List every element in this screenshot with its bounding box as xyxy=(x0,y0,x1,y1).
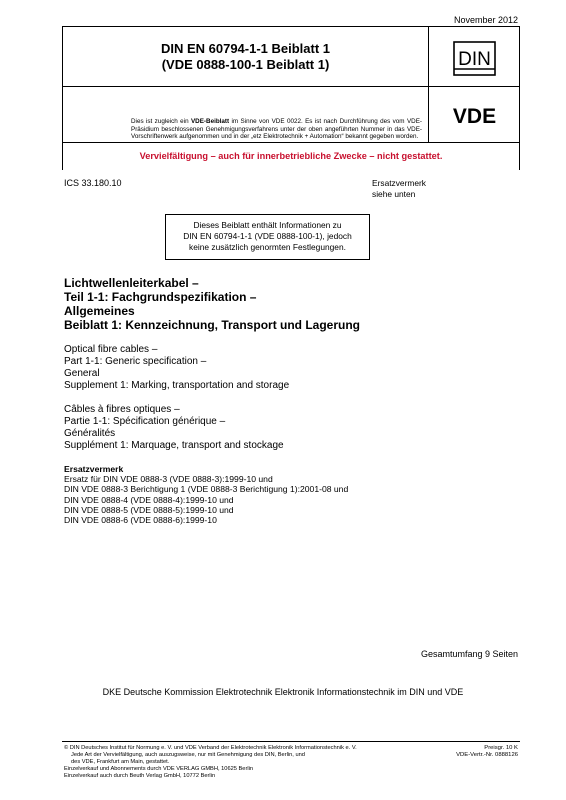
dke-line: DKE Deutsche Kommission Elektrotechnik Elektronik Informationstechnik im DIN und VDE xyxy=(102,687,464,697)
vde-sales-number: VDE-Vertr.-Nr. 0888126 xyxy=(456,752,518,759)
title-german xyxy=(64,276,360,332)
footer-line: Einzelverkauf und Abonnements durch VDE VERLAG GMBH, 10625 Berlin xyxy=(64,766,254,773)
title-german-line: Beiblatt 1: Kennzeichnung, Transport und Lagerung xyxy=(64,318,361,332)
footer-line: © DIN Deutsches Institut für Normung e. V. und VDE Verband der Elektrotechnik Elektronik Informationstechnik e. V. xyxy=(64,745,357,751)
price-group: Preisgr. 10 K xyxy=(484,745,518,751)
vde-note-bold: VDE-Beiblatt xyxy=(190,118,230,125)
copy-warning-band xyxy=(62,142,520,170)
ersatzvermerk-line: Ersatz für DIN VDE 0888-3 (VDE 0888-3):1999-10 und xyxy=(64,474,273,484)
page-count: Gesamtumfang 9 Seiten xyxy=(420,649,518,659)
title-german-line: Lichtwellenleiterkabel – xyxy=(64,276,199,290)
ersatzvermerk-line: DIN VDE 0888-5 (VDE 0888-5):1999-10 und xyxy=(64,504,234,515)
din-logo-cell xyxy=(429,27,520,87)
vde-note-pre: Dies ist zugleich ein xyxy=(131,118,191,125)
ersatzvermerk-line: DIN VDE 0888-3 Berichtigung 1 (VDE 0888-3 Berichtigung 1):2001-08 und xyxy=(64,484,349,495)
copy-warning: Vervielfältigung – auch für innerbetriebliche Zwecke – nicht gestattet. xyxy=(139,151,443,161)
ersatzvermerk-ref-line: Ersatzvermerk xyxy=(372,178,426,188)
info-box-line: keine zusätzlich genormten Festlegungen. xyxy=(189,241,346,252)
title-english-line: General xyxy=(64,368,100,379)
ersatzvermerk-list xyxy=(64,474,348,525)
title-french-line: Généralités xyxy=(64,428,116,439)
vde-note-post: im Sinne von VDE 0022. Es ist nach Durchführung des vom VDE-Präsidium beschlossenen Genehmigungsverfahrens unter der oben angeführten Nummer in das VDE-Vorschriftenwerk aufgenommen und in der „etz Elektrotechnik + Automation“ bekannt gegeben worden. xyxy=(131,118,422,141)
ersatzvermerk-ref xyxy=(372,178,426,199)
ics-code: ICS 33.180.10 xyxy=(64,178,122,188)
ersatzvermerk-ref-line: siehe unten xyxy=(372,188,416,199)
info-box-line: Dieses Beiblatt enthält Informationen zu xyxy=(193,220,342,230)
title-english-line: Optical fibre cables – xyxy=(64,344,158,355)
footer-copyright xyxy=(64,745,357,780)
footer-price xyxy=(456,745,518,759)
footer-line: Einzelverkauf auch durch Beuth Verlag GmbH, 10772 Berlin xyxy=(64,773,216,780)
info-box xyxy=(165,214,370,260)
title-german-line: Allgemeines xyxy=(64,304,135,318)
ersatzvermerk-heading: Ersatzvermerk xyxy=(64,464,124,474)
document-title: DIN EN 60794-1-1 Beiblatt 1 xyxy=(160,41,331,56)
ersatzvermerk-line: DIN VDE 0888-4 (VDE 0888-4):1999-10 und xyxy=(64,494,234,505)
title-french xyxy=(64,404,284,452)
din-logo-text: DIN xyxy=(458,49,491,70)
title-english-line: Supplement 1: Marking, transportation and storage xyxy=(64,380,290,391)
info-box-line: DIN EN 60794-1-1 (VDE 0888-100-1), jedoch xyxy=(183,230,352,241)
footer-line: des VDE, Frankfurt am Main, gestattet. xyxy=(71,759,170,766)
vde-logo xyxy=(429,87,520,143)
title-english-line: Part 1-1: Generic specification – xyxy=(64,356,207,367)
vde-logo-cell xyxy=(429,87,520,143)
title-french-line: Câbles à fibres optiques – xyxy=(64,404,180,415)
document-subtitle: (VDE 0888-100-1 Beiblatt 1) xyxy=(161,57,330,72)
document-title-cell xyxy=(63,27,429,87)
vde-logo-text: VDE xyxy=(452,105,497,128)
title-german-line: Teil 1-1: Fachgrundspezifikation – xyxy=(64,290,257,304)
header-box xyxy=(62,26,520,143)
footer-line: Jede Art der Vervielfältigung, auch auszugsweise, nur mit Genehmigung des DIN, Berlin, und xyxy=(71,752,305,759)
vde-note-cell xyxy=(63,87,429,143)
title-french-line: Partie 1-1: Spécification générique – xyxy=(64,416,226,427)
issue-date: November 2012 xyxy=(453,15,518,25)
footer-divider xyxy=(62,741,520,742)
title-english xyxy=(64,344,289,392)
title-french-line: Supplément 1: Marquage, transport and stockage xyxy=(64,440,284,451)
din-logo xyxy=(429,27,520,87)
vde-note xyxy=(131,118,422,141)
ersatzvermerk-line: DIN VDE 0888-6 (VDE 0888-6):1999-10 xyxy=(64,515,217,526)
